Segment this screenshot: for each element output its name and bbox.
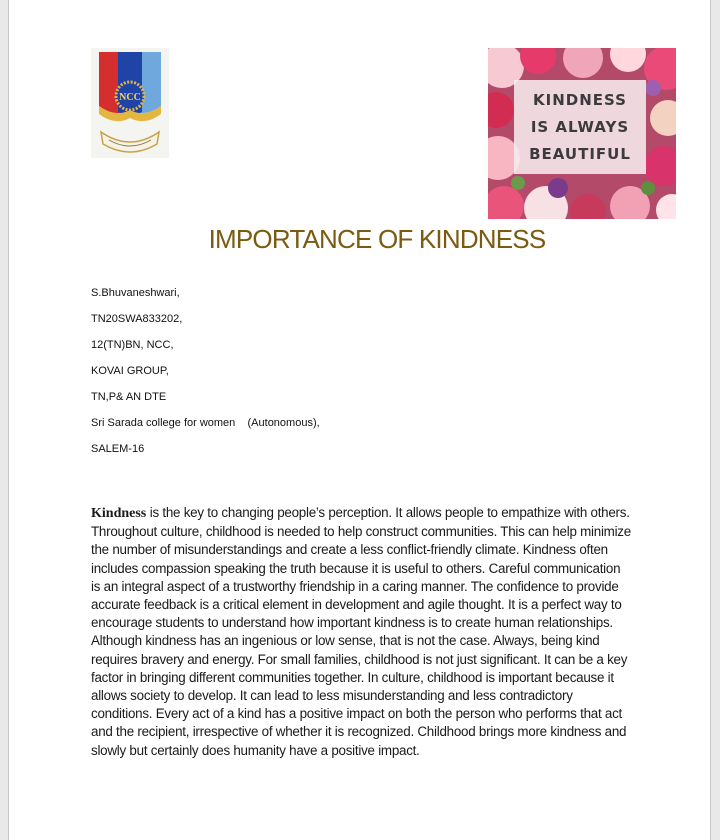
author-line: KOVAI GROUP, [91,365,169,377]
document-title: IMPORTANCE OF KINDNESS [208,224,546,254]
ncc-emblem-icon [91,48,169,158]
quote-line: KINDNESS [533,90,627,109]
author-line: TN20SWA833202, [91,313,183,325]
author-line: SALEM-16 [91,443,145,455]
ncc-logo [91,48,169,158]
kindness-header-image [488,48,676,219]
author-block [91,284,320,466]
quote-line: IS ALWAYS [530,117,630,136]
author-line: 12(TN)BN, NCC, [91,339,174,351]
quote-line: BEAUTIFUL [529,144,631,163]
author-line: Sri Sarada college for women (Autonomous), [91,417,320,429]
author-line: TN,P& AN DTE [91,391,167,403]
svg-text:NCC: NCC [119,92,141,103]
author-line: S.Bhuvaneshwari, [91,287,180,299]
body-text: is the key to changing people’s perception. It allows people to empathize with others. Throughout culture, childhood is needed to help construct communities. This can help minimize the number of misunderstandings and create a less conflict-friendly climate. Kindness often includes compassion speaking the truth because it is useful to others. Careful communication is an integral aspect of a trustworthy friendship in a caring manner. The confidence to provide accurate feedback is a critical element in development and agile thought. It is a perfect way to encourage students to understand how important kindness is to create human relationships. Although kindness has an ingenious or low sense, that is not the case. Always, being kind requires bravery and energy. For small families, childhood is not just significant. It can be a key factor in bringing different communities together. In culture, childhood is important because it allows society to develop. It can lead to less misunderstanding and less contradictory conditions. Every act of a kind has a positive impact on both the person who performs that act and the recipient, irrespective of whether it is recognized. Childhood brings more kindness and slowly but certainly does humanity have a positive impact. [91,505,631,758]
document-page [8,0,711,840]
lead-word: Kindness [91,506,147,521]
body-paragraph [91,504,631,760]
kindness-quote-box [514,80,646,174]
